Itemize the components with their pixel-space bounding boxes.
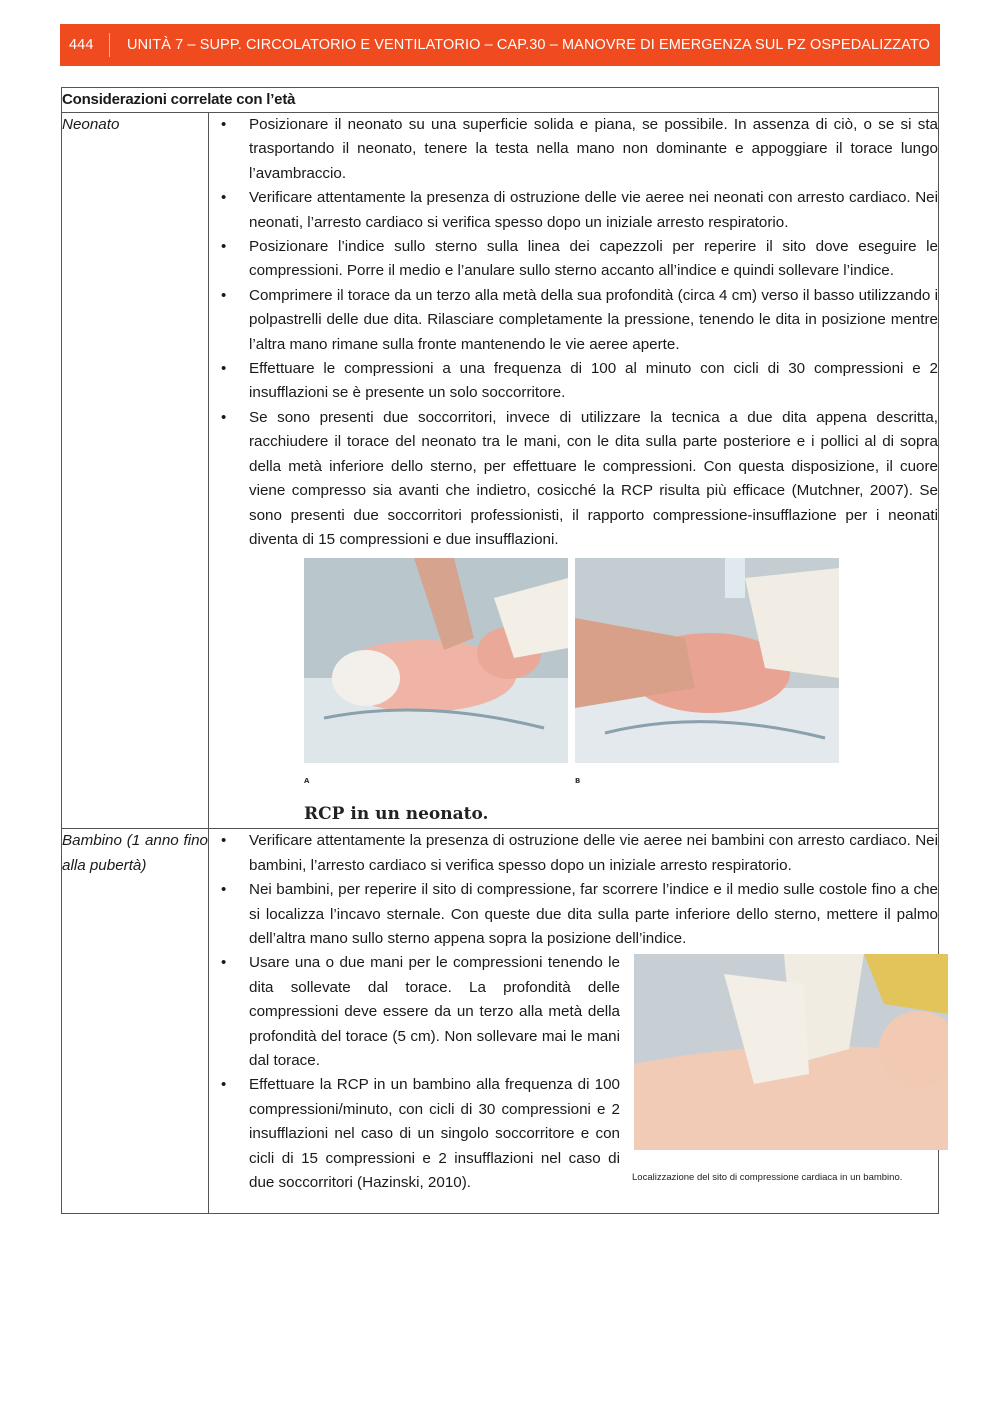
table-row (62, 113, 939, 829)
table-row (62, 829, 939, 1214)
list-item: • Effettuare le compressioni a una frequenza di 100 al minuto con cicli di 30 compressioni e 2 insufflazioni se è presente un solo soccorritore. (209, 357, 938, 406)
photo-neonate-two-thumb (575, 558, 839, 763)
photo-b-illustration (575, 558, 839, 763)
bullet-list (209, 951, 938, 1195)
row-label-neonato: Neonato (62, 113, 209, 829)
list-item: • Se sono presenti due soccorritori, invece di utilizzare la tecnica a due dita appena descritta, racchiudere il torace del neonato tra le mani, con le dita sulla parte posteriore e i pollici al di sopra della metà inferiore dello sterno, per effettuare le compressioni. Con questa disposizione, il cuore viene compresso sia avanti che indietro, cosicché la RCP risulta più efficace (Mutchner, 2007). Se sono presenti due soccorritori professionisti, il rapporto compressione-insufflazione per i neonati diventa di 15 compressioni e due insufflazioni. (209, 406, 938, 552)
chapter-title: UNITÀ 7 – SUPP. CIRCOLATORIO E VENTILATORIO – CAP.30 – MANOVRE DI EMERGENZA SUL PZ OSPEDALIZZATO (127, 37, 931, 53)
bullet-list (209, 829, 938, 951)
list-item: • Usare una o due mani per le compressioni tenendo le dita sollevate dal torace. La profondità delle compressioni deve essere da un terzo alla metà della profondità del torace (5 cm). Non sollevare mai le mani dal torace. (209, 951, 938, 1073)
row-label-bambino: Bambino (1 anno fino alla pubertà) (62, 829, 209, 1214)
figure-neonate-cpr (304, 558, 839, 828)
list-item: • Posizionare il neonato su una superficie solida e piana, se possibile. In assenza di ciò, o se si sta trasportando il neonato, tenere la testa nella mano non dominante e appoggiare il torace lungo l’avambraccio. (209, 113, 938, 186)
list-item: • Effettuare la RCP in un bambino alla frequenza di 100 compressioni/minuto, con cicli di 30 compressioni e 2 insufflazioni nel caso di un singolo soccorritore e con cicli di 15 compressioni e 2 insufflazioni nel caso di due soccorritori (Hazinski, 2010). (209, 1073, 938, 1195)
row-content-bambino (209, 829, 939, 1214)
row-content-neonato (209, 113, 939, 829)
list-item: • Nei bambini, per reperire il sito di compressione, far scorrere l’indice e il medio sulle costole fino a che si localizza l’incavo sternale. Con queste due dita sulla parte inferiore dello sterno, mettere il palmo dell’altra mano sullo sterno appena sopra la posizione dell’indice. (209, 878, 938, 951)
bullet-list (209, 113, 938, 552)
list-item: • Verificare attentamente la presenza di ostruzione delle vie aeree nei bambini con arresto cardiaco. Nei bambini, l’arresto cardiaco si verifica spesso dopo un iniziale arresto respiratorio. (209, 829, 938, 878)
page-number: 444 (60, 33, 110, 57)
age-considerations-table (61, 87, 939, 1214)
figure-caption: RCP in un neonato. (304, 804, 489, 825)
figure-caption: Localizzazione del sito di compressione cardiaca in un bambino. (632, 1172, 903, 1184)
figure-label-a: A (304, 777, 310, 786)
list-item: • Comprimere il torace da un terzo alla metà della sua profondità (circa 4 cm) verso il basso utilizzando i polpastrelli delle due dita. Rilasciare completamente la pressione, tenendo le dita in posizione mentre l’altra mano rimane sulla fronte mantenendo le vie aeree aperte. (209, 284, 938, 357)
list-item: • Verificare attentamente la presenza di ostruzione delle vie aeree nei neonati con arresto cardiaco. Nei neonati, l’arresto cardiaco si verifica spesso dopo un iniziale arresto respiratorio. (209, 186, 938, 235)
table-heading: Considerazioni correlate con l’età (62, 88, 939, 113)
page-header (60, 24, 940, 66)
photo-neonate-two-finger (304, 558, 568, 763)
figure-label-b: B (575, 777, 581, 786)
photo-a-illustration (304, 558, 568, 763)
list-item: • Posizionare l’indice sullo sterno sulla linea dei capezzoli per reperire il sito dove eseguire le compressioni. Porre il medio e l’anulare sullo sterno accanto all’indice e quindi sollevare l’indice. (209, 235, 938, 284)
